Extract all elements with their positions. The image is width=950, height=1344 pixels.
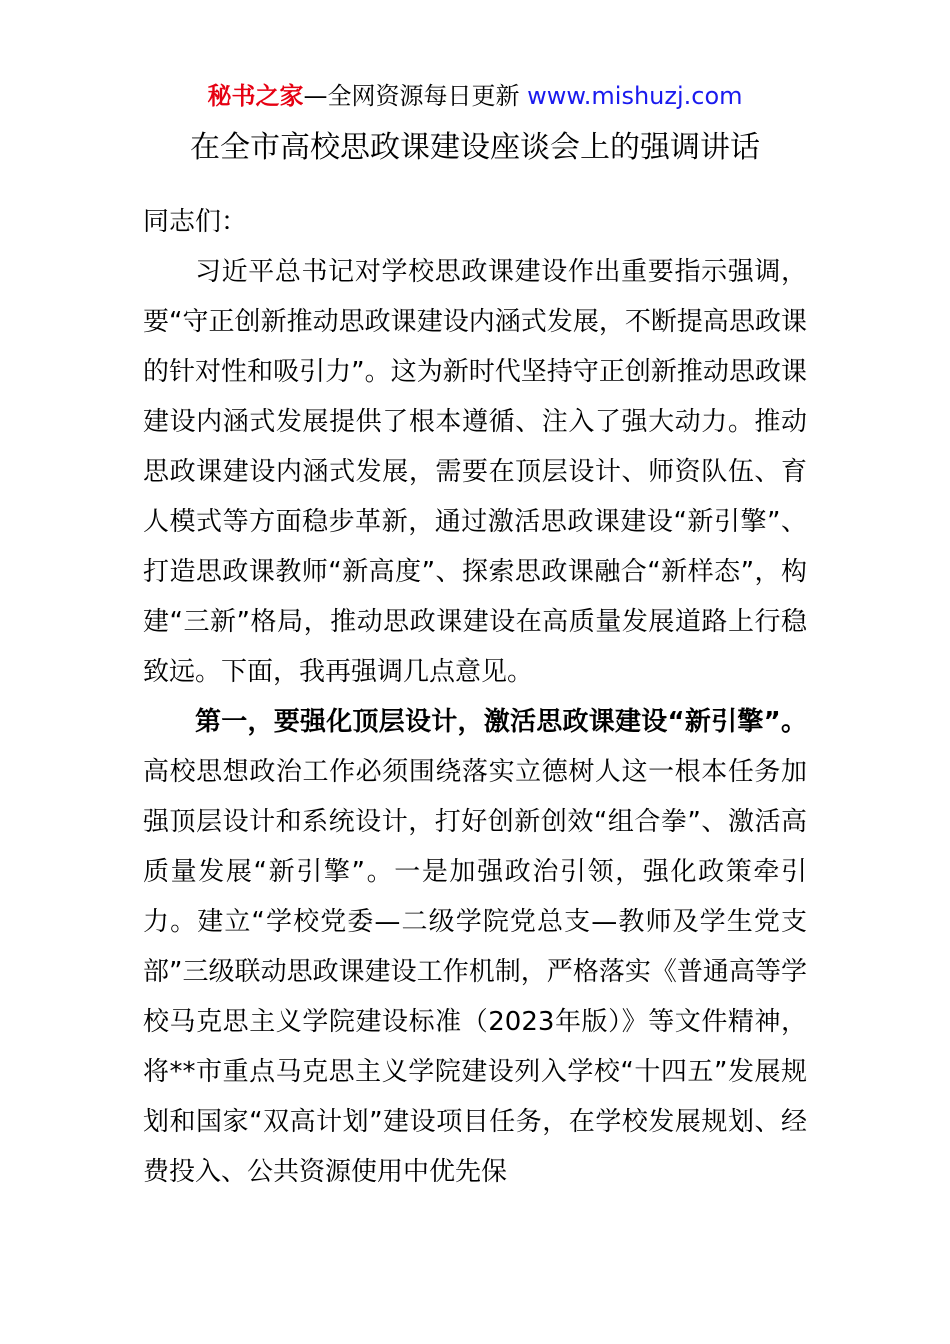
document-title: 在全市高校思政课建设座谈会上的强调讲话	[190, 130, 760, 165]
salutation: 同志们：	[143, 207, 248, 237]
paragraph-first-point-lead: 第一，要强化顶层设计，激活思政课建设“新引擎”。	[195, 707, 807, 737]
site-tagline: —全网资源每日更新	[303, 82, 528, 110]
paragraph-intro	[143, 247, 807, 697]
site-url-link[interactable]: www.mishuzj.com	[527, 82, 743, 110]
paragraph-first-point	[143, 697, 807, 1197]
site-header	[0, 80, 950, 112]
paragraph-intro-text: 习近平总书记对学校思政课建设作出重要指示强调，要“守正创新推动思政课建设内涵式发展，不断提高思政课的针对性和吸引力”。这为新时代坚持守正创新推动思政课建设内涵式发展提供了根本遵循、注入了强大动力。推动思政课建设内涵式发展，需要在顶层设计、师资队伍、育人模式等方面稳步革新，通过激活思政课建设“新引擎”、打造思政课教师“新高度”、探索思政课融合“新样态”，构建“三新”格局，推动思政课建设在高质量发展道路上行稳致远。下面，我再强调几点意见。	[143, 257, 807, 687]
paragraph-first-point-text: 高校思想政治工作必须围绕落实立德树人这一根本任务加强顶层设计和系统设计，打好创新创效“组合拳”、激活高质量发展“新引擎”。一是加强政治引领，强化政策牵引力。建立“学校党委—二级学院党总支—教师及学生党支部”三级联动思政课建设工作机制，严格落实《普通高等学校马克思主义学院建设标准（2023年版）》等文件精神，将**市重点马克思主义学院建设列入学校“十四五”发展规划和国家“双高计划”建设项目任务，在学校发展规划、经费投入、公共资源使用中优先保	[143, 757, 807, 1187]
document-body	[143, 197, 807, 1197]
site-brand: 秘书之家	[207, 82, 304, 110]
